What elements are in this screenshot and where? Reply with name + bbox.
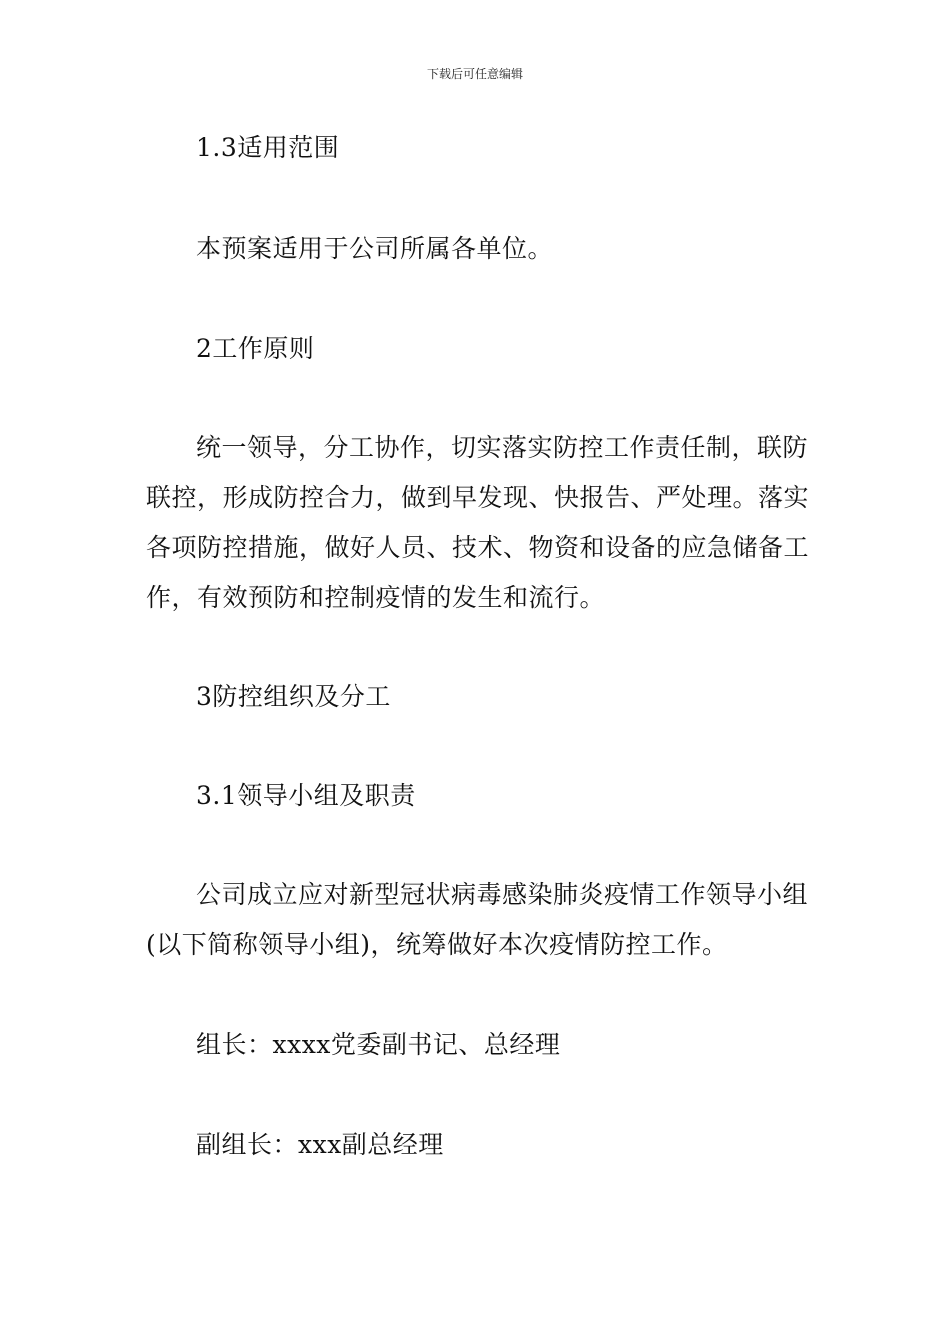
section-2-body: 统一领导，分工协作，切实落实防控工作责任制，联防联控，形成防控合力，做到早发现、快报告、严处理。落实各项防控措施，做好人员、技术、物资和设备的应急储备工作，有效预防和控制疫情的发生和流行。: [146, 433, 810, 612]
section-3-heading: 3防控组织及分工: [196, 682, 391, 711]
leader-line: 组长：xxxx党委副书记、总经理: [196, 1030, 561, 1059]
section-2-heading: 2工作原则: [196, 334, 315, 363]
section-3-1-body: 公司成立应对新型冠状病毒感染肺炎疫情工作领导小组(以下简称领导小组)，统筹做好本次疫情防控工作。: [146, 880, 809, 959]
deputy-leader-line: 副组长：xxx副总经理: [196, 1130, 444, 1159]
section-3-1-heading: 3.1领导小组及职责: [196, 781, 416, 810]
page-header: 下载后可任意编辑: [426, 67, 523, 81]
section-1-3-heading: 1.3适用范围: [196, 133, 340, 162]
section-1-3-body: 本预案适用于公司所属各单位。: [196, 234, 554, 263]
